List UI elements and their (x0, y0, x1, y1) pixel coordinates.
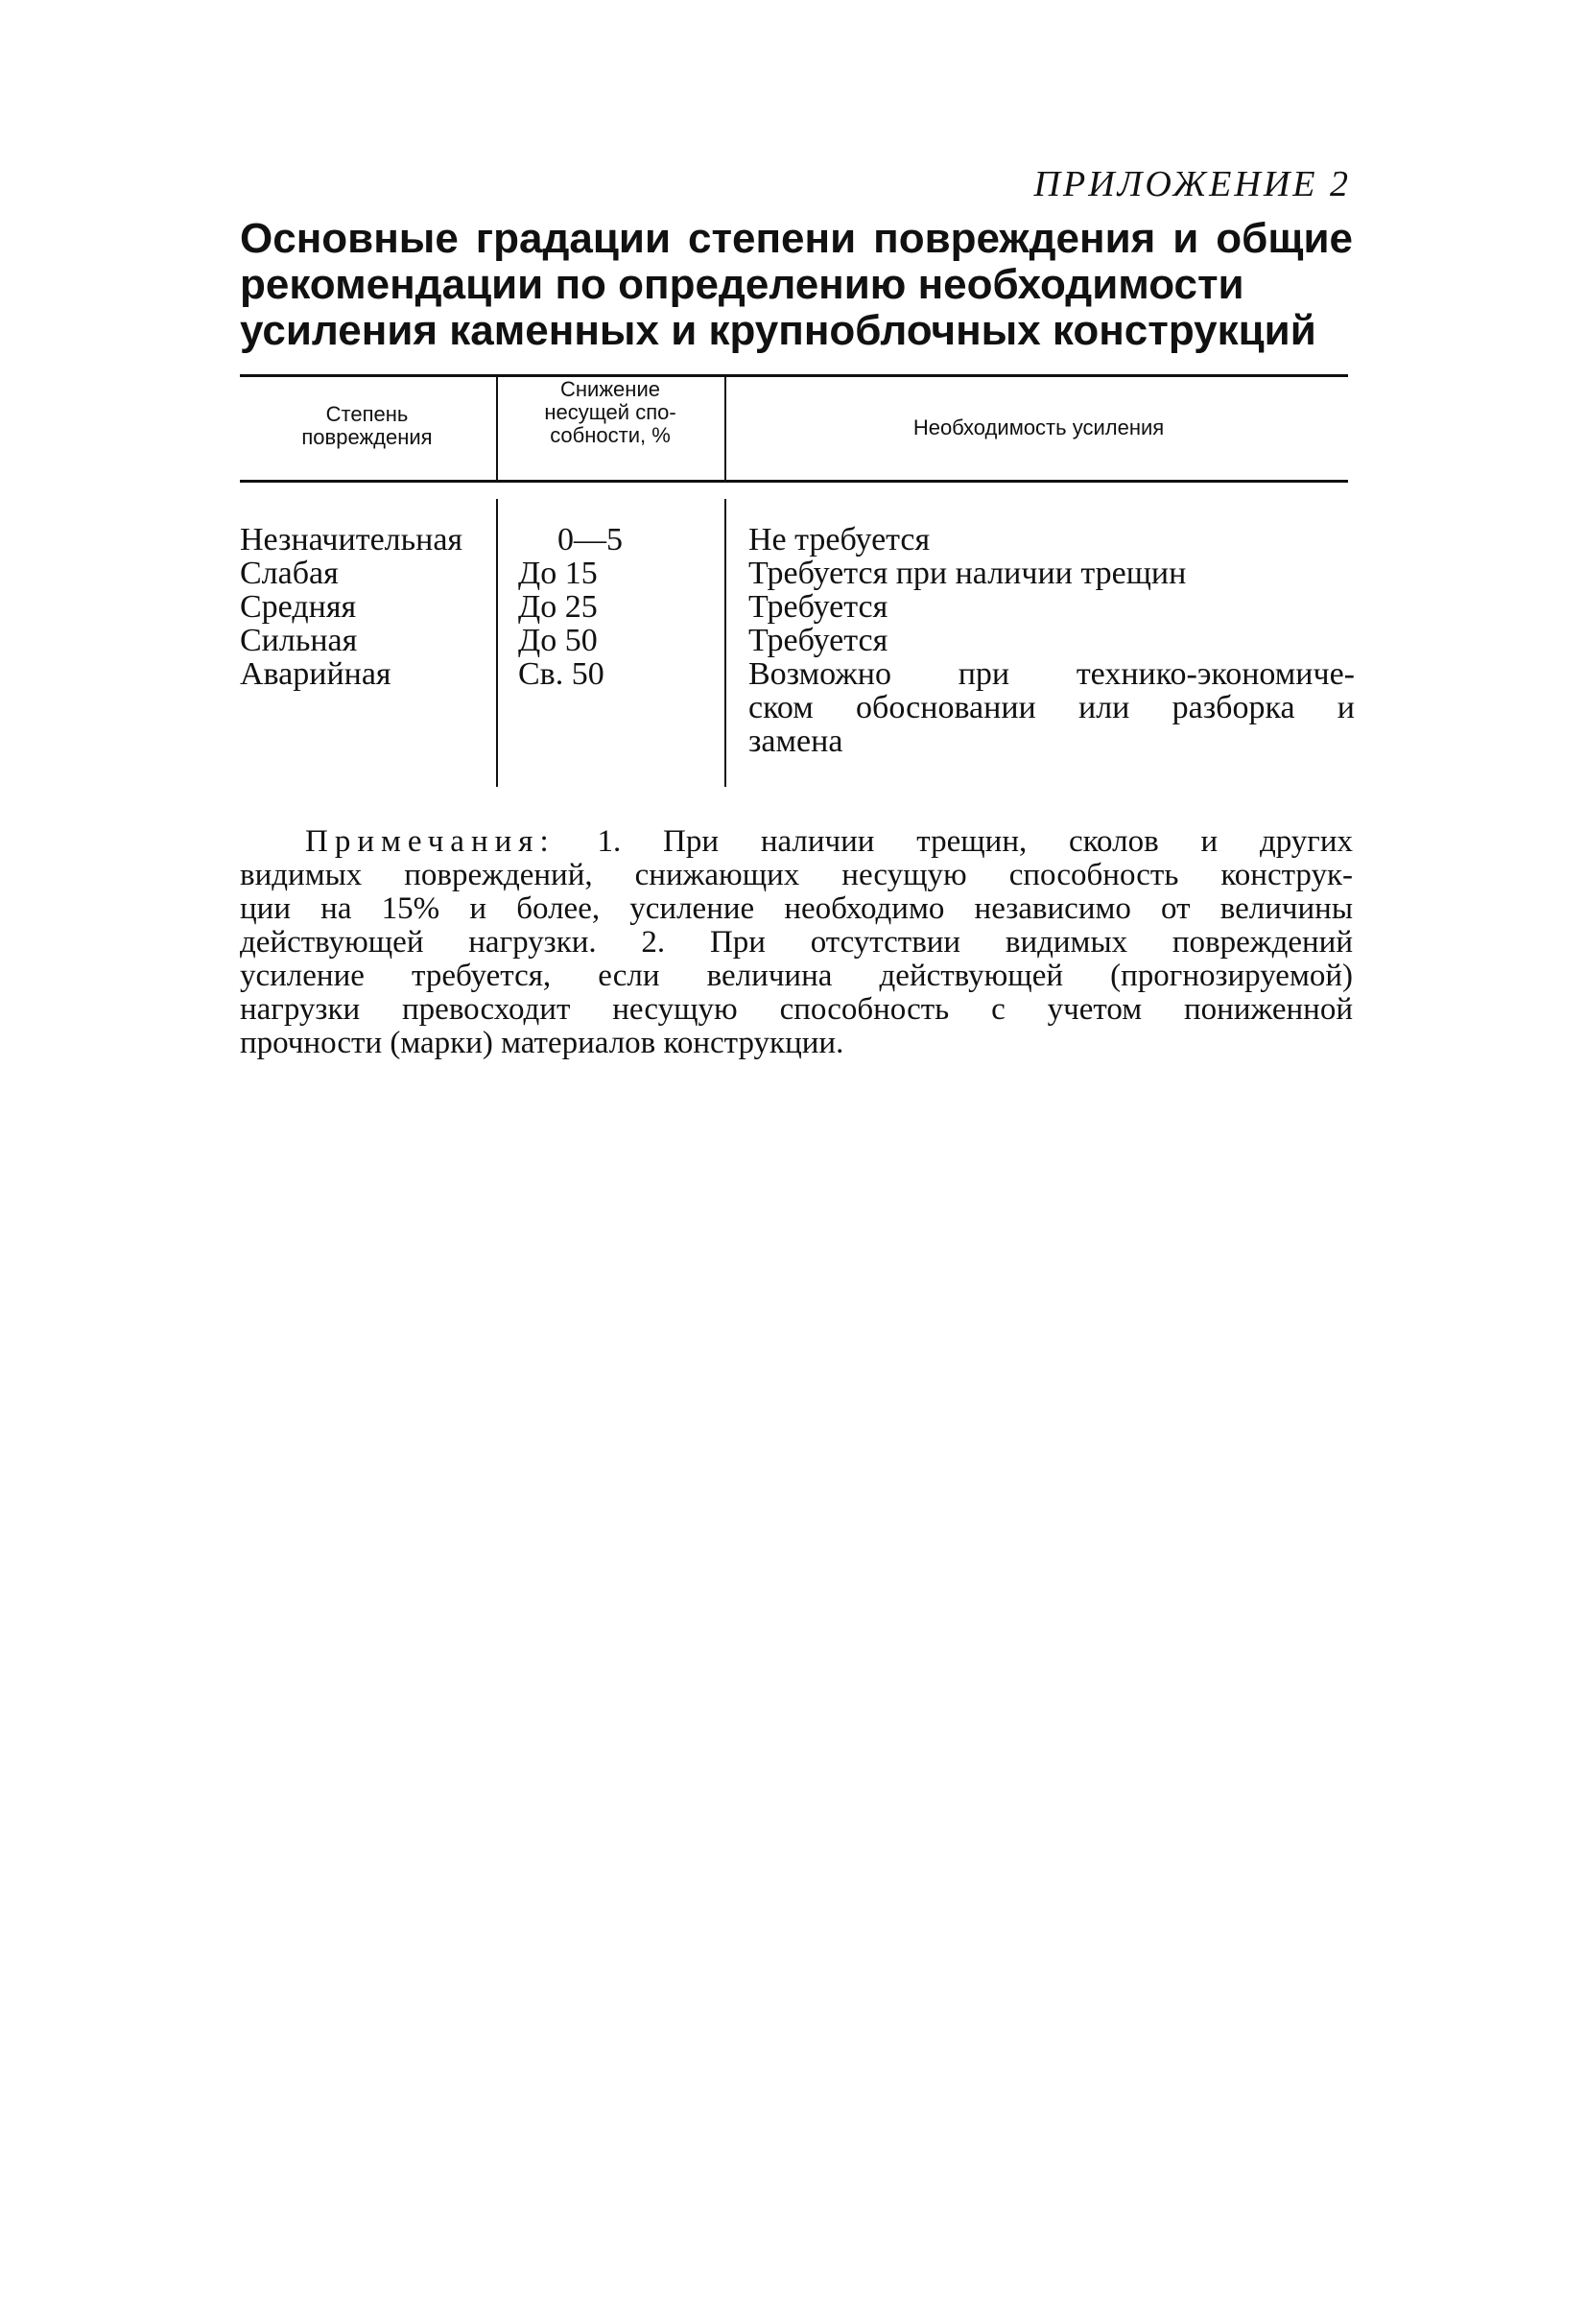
table-cell: Слабая (240, 556, 339, 591)
header-capacity-reduction: Снижение несущей спо- собности, % (544, 377, 676, 447)
table-cell: 0—5 (557, 522, 623, 557)
column-divider (496, 499, 498, 787)
table-cell: До 50 (518, 623, 598, 658)
notes-line: прочности (марки) материалов конструкции. (240, 1026, 844, 1060)
table-cell: До 25 (518, 589, 598, 625)
need-column (748, 523, 1355, 758)
header-strengthening-need: Необходимость усиления (912, 415, 1165, 439)
table-header-rule (240, 480, 1348, 483)
notes-line: видимых повреждений, снижающих несущую способность конструк- (240, 858, 1353, 892)
title-line: Основные градации степени повреждения и общие (240, 215, 1353, 262)
table-cell: Аварийная (240, 656, 391, 692)
column-divider (724, 377, 726, 480)
title-line: усиления каменных и крупноблочных конструкций (240, 307, 1316, 354)
notes-paragraph (240, 825, 1353, 1060)
damage-column (240, 523, 462, 691)
notes-label: Примечания: (305, 824, 556, 859)
table-cell: Требуется (748, 589, 888, 625)
notes-line: 1. При наличии трещин, сколов и других (597, 824, 1354, 859)
column-divider (496, 377, 498, 480)
table-cell: Сильная (240, 623, 358, 658)
notes-line: нагрузки превосходит несущую способность с учетом пониженной (240, 992, 1353, 1027)
table-cell: Средняя (240, 589, 357, 625)
notes-line: ции на 15% и более, усиление необходимо независимо от величины (240, 891, 1353, 926)
table-cell: До 15 (518, 556, 598, 591)
reduction-column (518, 523, 662, 691)
title-line: рекомендации по определению необходимости (240, 261, 1244, 308)
header-damage-degree: Степень повреждения (301, 402, 433, 449)
table-cell: Требуется при наличии трещин (748, 556, 1187, 591)
table-top-rule (240, 374, 1348, 377)
notes-line: действующей нагрузки. 2. При отсутствии видимых повреждений (240, 925, 1353, 960)
column-divider (724, 499, 726, 787)
table-cell: замена (748, 723, 843, 759)
table-cell: Незначительная (240, 522, 463, 557)
table-cell: ском обосновании или разборка и (748, 690, 1355, 725)
table-cell: Не требуется (748, 522, 931, 557)
table-cell: Возможно при технико-экономиче- (748, 656, 1355, 692)
table-cell: Св. 50 (518, 656, 604, 692)
appendix-label: ПРИЛОЖЕНИЕ 2 (1033, 164, 1351, 204)
table-cell: Требуется (748, 623, 888, 658)
notes-line: усиление требуется, если величина действующей (прогнозируемой) (240, 959, 1353, 993)
document-title (240, 216, 1353, 354)
